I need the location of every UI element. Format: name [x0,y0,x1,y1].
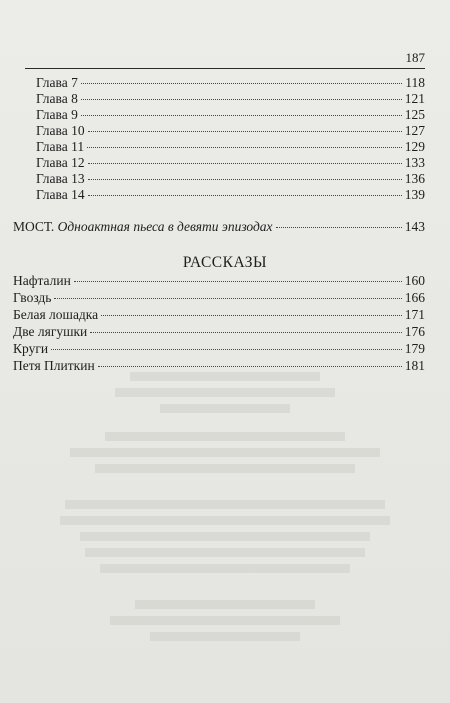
toc-entry-story[interactable] [13,273,425,289]
toc-entry-page: 143 [404,219,425,234]
leader-dots [51,349,402,350]
leader-dots [74,281,402,282]
toc-entry-title: Круги [13,341,49,356]
toc-entry-page: 129 [404,139,425,154]
toc-entry-title: Глава 12 [36,155,85,170]
toc-entry-chapter-12[interactable] [36,155,425,171]
toc-entry-title: Глава 8 [36,91,78,106]
section-heading-stories: РАССКАЗЫ [182,254,268,271]
leader-dots [88,195,402,196]
leader-dots [81,115,402,116]
toc-entry-title: Две лягушки [13,324,88,339]
toc-entry-page: 133 [404,155,425,170]
toc-entry-title [13,219,273,235]
toc-entry-page: 118 [405,75,425,90]
leader-dots [54,298,401,299]
toc-entry-story[interactable] [13,341,425,357]
toc-entry-page: 125 [404,107,425,122]
leader-dots [81,99,402,100]
leader-dots [81,83,402,84]
toc-entry-page: 127 [404,123,425,138]
toc-entry-page: 181 [404,358,425,373]
toc-entry-title: Глава 9 [36,107,78,122]
toc-entry-page: 121 [404,91,425,106]
toc-entry-page: 176 [404,324,425,339]
toc-entry-title: Глава 10 [36,123,85,138]
toc-entry-page: 171 [404,307,425,322]
toc-entry-chapter-11[interactable] [36,139,425,155]
leader-dots [276,227,402,228]
toc-entry-play[interactable] [13,219,425,235]
leader-dots [101,315,402,316]
toc-entry-title: Гвоздь [13,290,52,305]
toc-entry-page: 166 [404,290,425,305]
toc-entry-title: Глава 7 [36,75,78,90]
toc-entry-chapter-7[interactable] [36,75,425,91]
leader-dots [98,366,402,367]
leader-dots [87,147,402,148]
toc-entry-chapter-13[interactable] [36,171,425,187]
toc-entry-title: Петя Плиткин [13,358,95,373]
toc-entry-title: Глава 11 [36,139,85,154]
toc-entry-title: Нафталин [13,273,71,288]
toc-entry-story[interactable] [13,290,425,306]
toc-entry-page: 160 [404,273,425,288]
play-title: МОСТ. [13,219,55,234]
play-subtitle: Одноактная пьеса в девяти эпизодах [57,219,273,234]
toc-entry-title: Глава 14 [36,187,85,202]
toc-entry-story[interactable] [13,307,425,323]
toc-entry-chapter-10[interactable] [36,123,425,139]
toc-entry-page: 136 [404,171,425,186]
leader-dots [88,163,402,164]
toc-entry-story[interactable] [13,324,425,340]
leader-dots [90,332,401,333]
leader-dots [88,131,402,132]
toc-entry-chapter-14[interactable] [36,187,425,203]
toc-entry-chapter-8[interactable] [36,91,425,107]
toc-entry-title: Глава 13 [36,171,85,186]
toc-entry-page: 139 [404,187,425,202]
toc-entry-page: 179 [404,341,425,356]
header-rule [25,68,425,69]
leader-dots [88,179,402,180]
toc-entry-title: Белая лошадка [13,307,99,322]
page-number: 187 [405,50,425,65]
toc-entry-chapter-9[interactable] [36,107,425,123]
